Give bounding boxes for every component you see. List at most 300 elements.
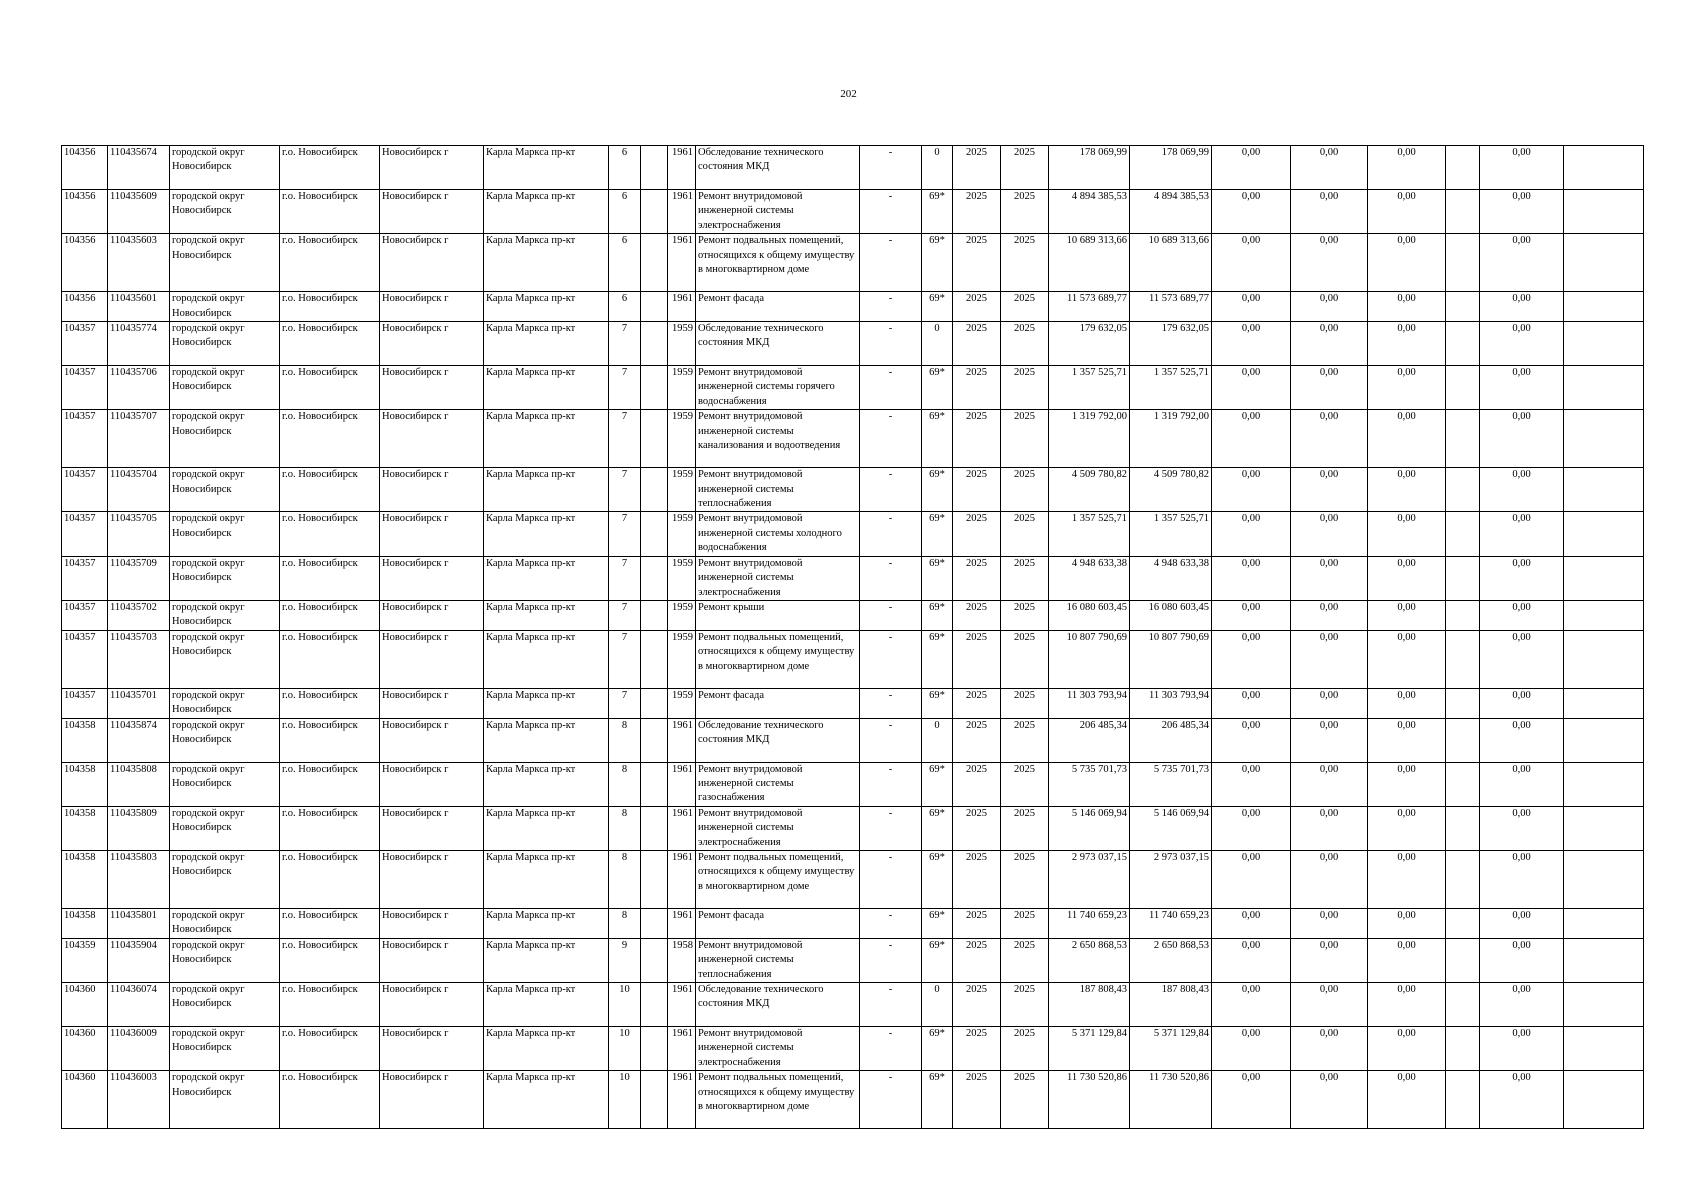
table-row xyxy=(62,688,1644,718)
fund-cost-cell: 2 650 868,53 xyxy=(1130,938,1212,982)
work-type-cell: Ремонт подвальных помещений, относящихся к общему имуществу в многоквартирном доме xyxy=(696,1071,860,1129)
build-year-cell: 1961 xyxy=(668,908,696,938)
street-cell: Карла Маркса пр-кт xyxy=(484,1071,609,1129)
municipal-district-cell: городской округ Новосибирск xyxy=(170,938,280,982)
table-row xyxy=(62,410,1644,468)
value-2-cell: 0,00 xyxy=(1291,908,1368,938)
object-id-cell: 104357 xyxy=(62,556,108,600)
table-row xyxy=(62,983,1644,1027)
build-year-cell: 1961 xyxy=(668,190,696,234)
building-cell xyxy=(641,146,668,190)
municipal-district-cell: городской округ Новосибирск xyxy=(170,410,280,468)
total-cost-cell: 1 319 792,00 xyxy=(1049,410,1130,468)
value-1-cell: 0,00 xyxy=(1212,234,1291,292)
value-6-cell xyxy=(1564,938,1644,982)
object-id-cell: 104356 xyxy=(62,190,108,234)
value-3-cell: 0,00 xyxy=(1368,1027,1446,1071)
street-cell: Карла Маркса пр-кт xyxy=(484,556,609,600)
end-year-cell: 2025 xyxy=(1001,234,1049,292)
urban-district-cell: г.о. Новосибирск xyxy=(280,468,380,512)
value-5-cell: 0,00 xyxy=(1480,908,1564,938)
fund-cost-cell: 10 807 790,69 xyxy=(1130,630,1212,688)
urban-district-cell: г.о. Новосибирск xyxy=(280,762,380,806)
start-year-cell: 2025 xyxy=(953,234,1001,292)
city-cell: Новосибирск г xyxy=(380,146,484,190)
value-1-cell: 0,00 xyxy=(1212,806,1291,850)
end-year-cell: 2025 xyxy=(1001,850,1049,908)
street-cell: Карла Маркса пр-кт xyxy=(484,1027,609,1071)
work-code-cell: 110435808 xyxy=(108,762,170,806)
value-2-cell: 0,00 xyxy=(1291,1071,1368,1129)
value-5-cell: 0,00 xyxy=(1480,410,1564,468)
value-5-cell: 0,00 xyxy=(1480,762,1564,806)
build-year-cell: 1958 xyxy=(668,938,696,982)
work-code-cell: 110435707 xyxy=(108,410,170,468)
house-number-cell: 7 xyxy=(609,556,641,600)
start-year-cell: 2025 xyxy=(953,410,1001,468)
total-cost-cell: 5 735 701,73 xyxy=(1049,762,1130,806)
value-5-cell: 0,00 xyxy=(1480,234,1564,292)
table-row xyxy=(62,556,1644,600)
city-cell: Новосибирск г xyxy=(380,468,484,512)
street-cell: Карла Маркса пр-кт xyxy=(484,850,609,908)
work-code-cell: 110435702 xyxy=(108,600,170,630)
work-code-cell: 110436074 xyxy=(108,983,170,1027)
start-year-cell: 2025 xyxy=(953,718,1001,762)
object-id-cell: 104360 xyxy=(62,1071,108,1129)
wear-percent-cell: 69* xyxy=(922,630,953,688)
building-cell xyxy=(641,850,668,908)
fund-cost-cell: 11 740 659,23 xyxy=(1130,908,1212,938)
house-number-cell: 6 xyxy=(609,292,641,322)
total-cost-cell: 5 146 069,94 xyxy=(1049,806,1130,850)
start-year-cell: 2025 xyxy=(953,983,1001,1027)
city-cell: Новосибирск г xyxy=(380,806,484,850)
wear-percent-cell: 69* xyxy=(922,512,953,556)
work-code-cell: 110435674 xyxy=(108,146,170,190)
value-2-cell: 0,00 xyxy=(1291,762,1368,806)
city-cell: Новосибирск г xyxy=(380,512,484,556)
urban-district-cell: г.о. Новосибирск xyxy=(280,938,380,982)
wear-percent-cell: 69* xyxy=(922,600,953,630)
table-row xyxy=(62,234,1644,292)
end-year-cell: 2025 xyxy=(1001,718,1049,762)
start-year-cell: 2025 xyxy=(953,600,1001,630)
object-id-cell: 104356 xyxy=(62,292,108,322)
urban-district-cell: г.о. Новосибирск xyxy=(280,688,380,718)
fund-cost-cell: 4 894 385,53 xyxy=(1130,190,1212,234)
building-cell xyxy=(641,688,668,718)
dash-cell: - xyxy=(860,983,922,1027)
city-cell: Новосибирск г xyxy=(380,688,484,718)
value-4-cell xyxy=(1446,512,1480,556)
city-cell: Новосибирск г xyxy=(380,908,484,938)
build-year-cell: 1959 xyxy=(668,630,696,688)
house-number-cell: 7 xyxy=(609,688,641,718)
work-code-cell: 110436003 xyxy=(108,1071,170,1129)
object-id-cell: 104357 xyxy=(62,688,108,718)
value-1-cell: 0,00 xyxy=(1212,1071,1291,1129)
total-cost-cell: 16 080 603,45 xyxy=(1049,600,1130,630)
table-row xyxy=(62,630,1644,688)
dash-cell: - xyxy=(860,146,922,190)
value-4-cell xyxy=(1446,1027,1480,1071)
work-type-cell: Ремонт внутридомовой инженерной системы электроснабжения xyxy=(696,806,860,850)
value-6-cell xyxy=(1564,366,1644,410)
table-row xyxy=(62,366,1644,410)
value-1-cell: 0,00 xyxy=(1212,468,1291,512)
building-cell xyxy=(641,410,668,468)
dash-cell: - xyxy=(860,938,922,982)
dash-cell: - xyxy=(860,468,922,512)
value-1-cell: 0,00 xyxy=(1212,1027,1291,1071)
street-cell: Карла Маркса пр-кт xyxy=(484,234,609,292)
value-5-cell: 0,00 xyxy=(1480,468,1564,512)
wear-percent-cell: 69* xyxy=(922,234,953,292)
wear-percent-cell: 0 xyxy=(922,718,953,762)
end-year-cell: 2025 xyxy=(1001,600,1049,630)
value-5-cell: 0,00 xyxy=(1480,850,1564,908)
dash-cell: - xyxy=(860,1027,922,1071)
value-2-cell: 0,00 xyxy=(1291,234,1368,292)
municipal-district-cell: городской округ Новосибирск xyxy=(170,908,280,938)
value-4-cell xyxy=(1446,600,1480,630)
table-row xyxy=(62,322,1644,366)
object-id-cell: 104356 xyxy=(62,146,108,190)
value-6-cell xyxy=(1564,234,1644,292)
building-cell xyxy=(641,600,668,630)
municipal-district-cell: городской округ Новосибирск xyxy=(170,468,280,512)
start-year-cell: 2025 xyxy=(953,762,1001,806)
table-row xyxy=(62,806,1644,850)
work-code-cell: 110435709 xyxy=(108,556,170,600)
value-1-cell: 0,00 xyxy=(1212,600,1291,630)
value-3-cell: 0,00 xyxy=(1368,366,1446,410)
start-year-cell: 2025 xyxy=(953,512,1001,556)
urban-district-cell: г.о. Новосибирск xyxy=(280,190,380,234)
work-code-cell: 110435874 xyxy=(108,718,170,762)
city-cell: Новосибирск г xyxy=(380,938,484,982)
building-cell xyxy=(641,512,668,556)
object-id-cell: 104359 xyxy=(62,938,108,982)
page-number: 202 xyxy=(840,88,857,100)
value-3-cell: 0,00 xyxy=(1368,292,1446,322)
value-2-cell: 0,00 xyxy=(1291,410,1368,468)
fund-cost-cell: 5 735 701,73 xyxy=(1130,762,1212,806)
street-cell: Карла Маркса пр-кт xyxy=(484,630,609,688)
street-cell: Карла Маркса пр-кт xyxy=(484,806,609,850)
value-1-cell: 0,00 xyxy=(1212,938,1291,982)
value-3-cell: 0,00 xyxy=(1368,938,1446,982)
start-year-cell: 2025 xyxy=(953,292,1001,322)
build-year-cell: 1961 xyxy=(668,762,696,806)
value-4-cell xyxy=(1446,410,1480,468)
house-number-cell: 8 xyxy=(609,718,641,762)
table-row xyxy=(62,1027,1644,1071)
value-5-cell: 0,00 xyxy=(1480,1027,1564,1071)
dash-cell: - xyxy=(860,292,922,322)
value-3-cell: 0,00 xyxy=(1368,556,1446,600)
urban-district-cell: г.о. Новосибирск xyxy=(280,146,380,190)
value-5-cell: 0,00 xyxy=(1480,718,1564,762)
value-6-cell xyxy=(1564,410,1644,468)
work-code-cell: 110435601 xyxy=(108,292,170,322)
build-year-cell: 1959 xyxy=(668,688,696,718)
urban-district-cell: г.о. Новосибирск xyxy=(280,630,380,688)
work-code-cell: 110435706 xyxy=(108,366,170,410)
urban-district-cell: г.о. Новосибирск xyxy=(280,718,380,762)
value-4-cell xyxy=(1446,1071,1480,1129)
work-code-cell: 110435609 xyxy=(108,190,170,234)
value-2-cell: 0,00 xyxy=(1291,1027,1368,1071)
municipal-district-cell: городской округ Новосибирск xyxy=(170,1027,280,1071)
value-2-cell: 0,00 xyxy=(1291,850,1368,908)
city-cell: Новосибирск г xyxy=(380,850,484,908)
fund-cost-cell: 179 632,05 xyxy=(1130,322,1212,366)
work-type-cell: Ремонт внутридомовой инженерной системы теплоснабжения xyxy=(696,938,860,982)
value-1-cell: 0,00 xyxy=(1212,512,1291,556)
house-number-cell: 7 xyxy=(609,630,641,688)
work-type-cell: Ремонт крыши xyxy=(696,600,860,630)
work-type-cell: Ремонт внутридомовой инженерной системы горячего водоснабжения xyxy=(696,366,860,410)
value-4-cell xyxy=(1446,908,1480,938)
house-number-cell: 8 xyxy=(609,850,641,908)
street-cell: Карла Маркса пр-кт xyxy=(484,908,609,938)
work-code-cell: 110436009 xyxy=(108,1027,170,1071)
build-year-cell: 1959 xyxy=(668,468,696,512)
table-row xyxy=(62,718,1644,762)
object-id-cell: 104357 xyxy=(62,600,108,630)
house-number-cell: 10 xyxy=(609,1027,641,1071)
building-cell xyxy=(641,556,668,600)
street-cell: Карла Маркса пр-кт xyxy=(484,190,609,234)
value-4-cell xyxy=(1446,556,1480,600)
house-number-cell: 10 xyxy=(609,983,641,1027)
value-2-cell: 0,00 xyxy=(1291,512,1368,556)
house-number-cell: 7 xyxy=(609,322,641,366)
value-3-cell: 0,00 xyxy=(1368,806,1446,850)
value-2-cell: 0,00 xyxy=(1291,983,1368,1027)
wear-percent-cell: 69* xyxy=(922,468,953,512)
value-4-cell xyxy=(1446,762,1480,806)
table-row xyxy=(62,190,1644,234)
value-1-cell: 0,00 xyxy=(1212,630,1291,688)
fund-cost-cell: 206 485,34 xyxy=(1130,718,1212,762)
value-4-cell xyxy=(1446,322,1480,366)
fund-cost-cell: 10 689 313,66 xyxy=(1130,234,1212,292)
street-cell: Карла Маркса пр-кт xyxy=(484,410,609,468)
street-cell: Карла Маркса пр-кт xyxy=(484,366,609,410)
urban-district-cell: г.о. Новосибирск xyxy=(280,234,380,292)
start-year-cell: 2025 xyxy=(953,322,1001,366)
building-cell xyxy=(641,322,668,366)
build-year-cell: 1961 xyxy=(668,1027,696,1071)
building-cell xyxy=(641,190,668,234)
building-cell xyxy=(641,292,668,322)
value-1-cell: 0,00 xyxy=(1212,983,1291,1027)
work-code-cell: 110435705 xyxy=(108,512,170,556)
object-id-cell: 104358 xyxy=(62,850,108,908)
wear-percent-cell: 69* xyxy=(922,410,953,468)
urban-district-cell: г.о. Новосибирск xyxy=(280,322,380,366)
municipal-district-cell: городской округ Новосибирск xyxy=(170,762,280,806)
total-cost-cell: 4 509 780,82 xyxy=(1049,468,1130,512)
value-6-cell xyxy=(1564,146,1644,190)
total-cost-cell: 1 357 525,71 xyxy=(1049,512,1130,556)
wear-percent-cell: 69* xyxy=(922,908,953,938)
value-4-cell xyxy=(1446,850,1480,908)
street-cell: Карла Маркса пр-кт xyxy=(484,718,609,762)
dash-cell: - xyxy=(860,908,922,938)
value-5-cell: 0,00 xyxy=(1480,688,1564,718)
work-code-cell: 110435703 xyxy=(108,630,170,688)
end-year-cell: 2025 xyxy=(1001,938,1049,982)
build-year-cell: 1959 xyxy=(668,322,696,366)
total-cost-cell: 206 485,34 xyxy=(1049,718,1130,762)
end-year-cell: 2025 xyxy=(1001,322,1049,366)
urban-district-cell: г.о. Новосибирск xyxy=(280,850,380,908)
value-3-cell: 0,00 xyxy=(1368,410,1446,468)
value-5-cell: 0,00 xyxy=(1480,146,1564,190)
start-year-cell: 2025 xyxy=(953,630,1001,688)
object-id-cell: 104356 xyxy=(62,234,108,292)
work-type-cell: Ремонт подвальных помещений, относящихся к общему имуществу в многоквартирном доме xyxy=(696,234,860,292)
value-4-cell xyxy=(1446,630,1480,688)
city-cell: Новосибирск г xyxy=(380,1027,484,1071)
fund-cost-cell: 1 319 792,00 xyxy=(1130,410,1212,468)
end-year-cell: 2025 xyxy=(1001,806,1049,850)
value-5-cell: 0,00 xyxy=(1480,630,1564,688)
object-id-cell: 104358 xyxy=(62,908,108,938)
wear-percent-cell: 69* xyxy=(922,292,953,322)
value-6-cell xyxy=(1564,190,1644,234)
municipal-district-cell: городской округ Новосибирск xyxy=(170,630,280,688)
urban-district-cell: г.о. Новосибирск xyxy=(280,366,380,410)
value-5-cell: 0,00 xyxy=(1480,600,1564,630)
street-cell: Карла Маркса пр-кт xyxy=(484,938,609,982)
end-year-cell: 2025 xyxy=(1001,630,1049,688)
start-year-cell: 2025 xyxy=(953,1027,1001,1071)
dash-cell: - xyxy=(860,600,922,630)
building-cell xyxy=(641,908,668,938)
work-type-cell: Ремонт фасада xyxy=(696,908,860,938)
house-number-cell: 9 xyxy=(609,938,641,982)
total-cost-cell: 5 371 129,84 xyxy=(1049,1027,1130,1071)
municipal-district-cell: городской округ Новосибирск xyxy=(170,190,280,234)
work-type-cell: Ремонт внутридомовой инженерной системы холодного водоснабжения xyxy=(696,512,860,556)
value-6-cell xyxy=(1564,1071,1644,1129)
building-cell xyxy=(641,468,668,512)
dash-cell: - xyxy=(860,806,922,850)
object-id-cell: 104357 xyxy=(62,366,108,410)
street-cell: Карла Маркса пр-кт xyxy=(484,322,609,366)
start-year-cell: 2025 xyxy=(953,1071,1001,1129)
value-3-cell: 0,00 xyxy=(1368,146,1446,190)
dash-cell: - xyxy=(860,410,922,468)
street-cell: Карла Маркса пр-кт xyxy=(484,292,609,322)
value-1-cell: 0,00 xyxy=(1212,850,1291,908)
municipal-district-cell: городской округ Новосибирск xyxy=(170,366,280,410)
street-cell: Карла Маркса пр-кт xyxy=(484,762,609,806)
fund-cost-cell: 11 573 689,77 xyxy=(1130,292,1212,322)
fund-cost-cell: 4 509 780,82 xyxy=(1130,468,1212,512)
total-cost-cell: 2 650 868,53 xyxy=(1049,938,1130,982)
wear-percent-cell: 69* xyxy=(922,938,953,982)
end-year-cell: 2025 xyxy=(1001,468,1049,512)
value-3-cell: 0,00 xyxy=(1368,190,1446,234)
value-6-cell xyxy=(1564,322,1644,366)
dash-cell: - xyxy=(860,556,922,600)
build-year-cell: 1959 xyxy=(668,366,696,410)
dash-cell: - xyxy=(860,366,922,410)
value-5-cell: 0,00 xyxy=(1480,512,1564,556)
value-4-cell xyxy=(1446,688,1480,718)
value-6-cell xyxy=(1564,806,1644,850)
end-year-cell: 2025 xyxy=(1001,688,1049,718)
build-year-cell: 1959 xyxy=(668,512,696,556)
end-year-cell: 2025 xyxy=(1001,292,1049,322)
work-type-cell: Ремонт внутридомовой инженерной системы электроснабжения xyxy=(696,556,860,600)
value-3-cell: 0,00 xyxy=(1368,762,1446,806)
table-row xyxy=(62,1071,1644,1129)
house-number-cell: 6 xyxy=(609,234,641,292)
table-row xyxy=(62,850,1644,908)
build-year-cell: 1961 xyxy=(668,1071,696,1129)
city-cell: Новосибирск г xyxy=(380,600,484,630)
total-cost-cell: 179 632,05 xyxy=(1049,322,1130,366)
urban-district-cell: г.о. Новосибирск xyxy=(280,512,380,556)
municipal-district-cell: городской округ Новосибирск xyxy=(170,983,280,1027)
fund-cost-cell: 11 730 520,86 xyxy=(1130,1071,1212,1129)
wear-percent-cell: 0 xyxy=(922,322,953,366)
urban-district-cell: г.о. Новосибирск xyxy=(280,983,380,1027)
urban-district-cell: г.о. Новосибирск xyxy=(280,292,380,322)
wear-percent-cell: 69* xyxy=(922,190,953,234)
wear-percent-cell: 69* xyxy=(922,850,953,908)
urban-district-cell: г.о. Новосибирск xyxy=(280,1071,380,1129)
municipal-district-cell: городской округ Новосибирск xyxy=(170,1071,280,1129)
municipal-district-cell: городской округ Новосибирск xyxy=(170,322,280,366)
start-year-cell: 2025 xyxy=(953,688,1001,718)
dash-cell: - xyxy=(860,688,922,718)
start-year-cell: 2025 xyxy=(953,938,1001,982)
municipal-district-cell: городской округ Новосибирск xyxy=(170,806,280,850)
value-4-cell xyxy=(1446,718,1480,762)
house-number-cell: 6 xyxy=(609,190,641,234)
work-type-cell: Ремонт внутридомовой инженерной системы электроснабжения xyxy=(696,1027,860,1071)
value-5-cell: 0,00 xyxy=(1480,556,1564,600)
work-type-cell: Ремонт внутридомовой инженерной системы канализования и водоотведения xyxy=(696,410,860,468)
total-cost-cell: 11 303 793,94 xyxy=(1049,688,1130,718)
value-6-cell xyxy=(1564,908,1644,938)
wear-percent-cell: 69* xyxy=(922,762,953,806)
object-id-cell: 104358 xyxy=(62,718,108,762)
work-type-cell: Ремонт подвальных помещений, относящихся к общему имуществу в многоквартирном доме xyxy=(696,850,860,908)
start-year-cell: 2025 xyxy=(953,190,1001,234)
work-type-cell: Ремонт фасада xyxy=(696,688,860,718)
work-type-cell: Ремонт внутридомовой инженерной системы электроснабжения xyxy=(696,190,860,234)
city-cell: Новосибирск г xyxy=(380,556,484,600)
urban-district-cell: г.о. Новосибирск xyxy=(280,556,380,600)
start-year-cell: 2025 xyxy=(953,146,1001,190)
value-3-cell: 0,00 xyxy=(1368,908,1446,938)
value-5-cell: 0,00 xyxy=(1480,938,1564,982)
value-3-cell: 0,00 xyxy=(1368,718,1446,762)
value-5-cell: 0,00 xyxy=(1480,322,1564,366)
work-code-cell: 110435809 xyxy=(108,806,170,850)
start-year-cell: 2025 xyxy=(953,806,1001,850)
work-type-cell: Ремонт внутридомовой инженерной системы теплоснабжения xyxy=(696,468,860,512)
